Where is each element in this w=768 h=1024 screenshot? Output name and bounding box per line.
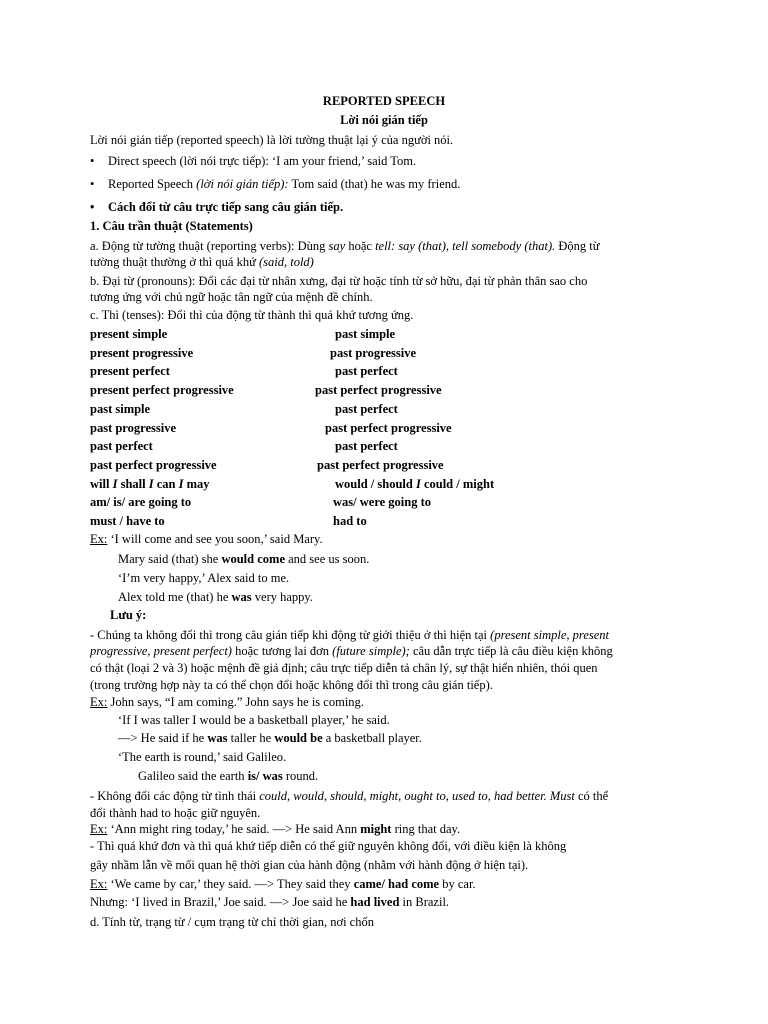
text: could / might bbox=[420, 477, 495, 491]
text-italic: progressive, present perfect) bbox=[90, 644, 232, 658]
tense-to: past progressive bbox=[330, 346, 416, 360]
tense-from: am/ is/ are going to bbox=[90, 495, 192, 509]
intro-paragraph: Lời nói gián tiếp (reported speech) là lời tường thuật lại ý của người nói. bbox=[90, 133, 454, 147]
text: very happy. bbox=[251, 590, 313, 604]
text-italic: I bbox=[415, 477, 421, 491]
text: ‘Ann might ring today,’ he said. —> He said Ann bbox=[107, 822, 361, 836]
item-a-line2 bbox=[90, 253, 314, 272]
tense-from: present perfect bbox=[90, 364, 170, 378]
tense-to: past simple bbox=[335, 327, 396, 341]
example-line bbox=[90, 893, 449, 912]
text-italic: I bbox=[178, 477, 184, 491]
text: hoặc bbox=[345, 239, 376, 253]
tense-from: must / have to bbox=[90, 514, 165, 528]
text-italic: (said, told) bbox=[258, 255, 314, 269]
text: shall bbox=[117, 477, 149, 491]
tense-from: present progressive bbox=[90, 346, 194, 360]
text: may bbox=[183, 477, 210, 491]
text: would / should bbox=[335, 477, 416, 491]
example-line bbox=[90, 693, 364, 712]
example-line bbox=[90, 875, 476, 894]
text: round. bbox=[282, 769, 319, 783]
example-line bbox=[118, 550, 369, 569]
text: câu dẫn trực tiếp là câu điều kiện không bbox=[409, 644, 613, 658]
text-bold: came/ had come bbox=[353, 877, 440, 891]
example-line bbox=[90, 820, 460, 839]
example-label: Ex: bbox=[90, 822, 108, 836]
bullet-text: Reported Speech bbox=[108, 177, 197, 191]
text: - Chúng ta không đổi thì trong câu gián tiếp khi động từ giới thiệu ở thì hiện tại bbox=[90, 628, 491, 642]
text-bold: might bbox=[360, 822, 392, 836]
example-line bbox=[118, 588, 313, 607]
text: a. Động từ tường thuật (reporting verbs): Dùng bbox=[90, 239, 329, 253]
text-bold: would come bbox=[221, 552, 285, 566]
item-b-line2: tương ứng với chủ ngữ hoặc tân ngữ của mệnh đề chính. bbox=[90, 290, 373, 304]
bullet-how-to-convert bbox=[90, 198, 343, 217]
text-italic: tell: say (that), tell somebody (that). bbox=[375, 239, 556, 253]
bullet-icon: • bbox=[90, 154, 95, 168]
text: - Không đổi các động từ tình thái bbox=[90, 789, 260, 803]
page-subtitle: Lời nói gián tiếp bbox=[340, 113, 428, 127]
text: Galileo said the earth bbox=[138, 769, 248, 783]
text: có thể bbox=[574, 789, 609, 803]
text-italic: (present simple, present bbox=[490, 628, 609, 642]
text-bold: was bbox=[231, 590, 252, 604]
example-line bbox=[138, 767, 318, 786]
tense-from bbox=[90, 475, 210, 494]
bullet-icon: • bbox=[90, 200, 95, 214]
text-italic: I bbox=[112, 477, 118, 491]
item-d: d. Tính từ, trạng từ / cụm trạng từ chỉ thời gian, nơi chốn bbox=[90, 915, 374, 929]
tense-from: present simple bbox=[90, 327, 168, 341]
text: ring that day. bbox=[391, 822, 461, 836]
example-line: ‘If I was taller I would be a basketball player,’ he said. bbox=[118, 713, 390, 727]
tense-to: was/ were going to bbox=[333, 495, 432, 509]
text: taller he bbox=[227, 731, 275, 745]
text-italic: could, would, should, might, ought to, used to, had better. Must bbox=[259, 789, 575, 803]
text: Động từ bbox=[555, 239, 600, 253]
tense-to: past perfect bbox=[335, 402, 398, 416]
bullet-text: Direct speech (lời nói trực tiếp): ‘I am your friend,’ said Tom. bbox=[108, 154, 417, 168]
text: a basketball player. bbox=[322, 731, 422, 745]
example-line: ‘I’m very happy,’ Alex said to me. bbox=[118, 571, 290, 585]
item-c: c. Thì (tenses): Đổi thì của động từ thành thì quá khứ tương ứng. bbox=[90, 308, 414, 322]
text-italic: say bbox=[328, 239, 346, 253]
text: will bbox=[90, 477, 113, 491]
text-bold: is/ was bbox=[247, 769, 283, 783]
text: tường thuật thường ở thì quá khứ bbox=[90, 255, 259, 269]
bullet-reported-speech bbox=[90, 175, 460, 194]
tense-from: past simple bbox=[90, 402, 151, 416]
note-line bbox=[90, 642, 613, 661]
text-bold: had lived bbox=[350, 895, 400, 909]
example-line: ‘The earth is round,’ said Galileo. bbox=[118, 750, 287, 764]
tense-to: past perfect bbox=[335, 364, 398, 378]
text: John says, “I am coming.” John says he is coming. bbox=[107, 695, 364, 709]
item-b-line1: b. Đại từ (pronouns): Đổi các đại từ nhân xưng, đại từ hoặc tính từ sở hữu, đại từ phản thân sao cho bbox=[90, 274, 588, 288]
example-line bbox=[90, 530, 323, 549]
note-line: - Thì quá khứ đơn và thì quá khứ tiếp diễn có thể giữ nguyên không đổi, với điều kiện là không bbox=[90, 839, 567, 853]
text: hoặc tương lai đơn bbox=[231, 644, 333, 658]
text: —> He said if he bbox=[118, 731, 208, 745]
tense-to: had to bbox=[333, 514, 367, 528]
note-label: Lưu ý: bbox=[110, 608, 147, 622]
text-italic: (future simple); bbox=[332, 644, 410, 658]
text: in Brazil. bbox=[399, 895, 450, 909]
tense-to: past perfect progressive bbox=[325, 421, 452, 435]
text-italic: I bbox=[148, 477, 154, 491]
bullet-text: Tom said (that) he was my friend. bbox=[288, 177, 461, 191]
tense-from: past perfect progressive bbox=[90, 458, 217, 472]
text: and see us soon. bbox=[285, 552, 370, 566]
tense-from: present perfect progressive bbox=[90, 383, 234, 397]
note-line: đổi thành had to hoặc giữ nguyên. bbox=[90, 806, 261, 820]
text: Alex told me (that) he bbox=[118, 590, 232, 604]
tense-to bbox=[335, 475, 494, 494]
text: ‘We came by car,’ they said. —> They said they bbox=[107, 877, 354, 891]
tense-from: past perfect bbox=[90, 439, 153, 453]
text: by car. bbox=[439, 877, 476, 891]
tense-to: past perfect progressive bbox=[317, 458, 444, 472]
bullet-icon: • bbox=[90, 177, 95, 191]
note-line: có thật (loại 2 và 3) hoặc mệnh đề giả định; câu trực tiếp diễn tả chân lý, sự thật hiển nhiên, thói quen bbox=[90, 661, 598, 675]
bullet-text-italic: (lời nói gián tiếp): bbox=[196, 177, 289, 191]
page-title: REPORTED SPEECH bbox=[322, 94, 446, 108]
example-label: Ex: bbox=[90, 877, 108, 891]
tense-to: past perfect bbox=[335, 439, 398, 453]
text-bold: would be bbox=[274, 731, 323, 745]
tense-from: past progressive bbox=[90, 421, 176, 435]
example-label: Ex: bbox=[90, 695, 108, 709]
example-line bbox=[118, 729, 422, 748]
note-line bbox=[90, 787, 608, 806]
tense-to: past perfect progressive bbox=[315, 383, 442, 397]
text: ‘I will come and see you soon,’ said Mary. bbox=[107, 532, 323, 546]
bullet-text: Cách đổi từ câu trực tiếp sang câu gián tiếp. bbox=[108, 200, 344, 214]
text: Nhưng: ‘I lived in Brazil,’ Joe said. —> Joe said he bbox=[90, 895, 351, 909]
note-line: (trong trường hợp này ta có thể chọn đổi hoặc không đổi thì trong câu gián tiếp). bbox=[90, 678, 493, 692]
bullet-direct-speech bbox=[90, 152, 416, 171]
note-line: gây nhầm lẫn về mối quan hệ thời gian của hành động (nhằm với hành động ở hiện tại). bbox=[90, 858, 529, 872]
text-bold: was bbox=[207, 731, 228, 745]
section-heading-statements: 1. Câu trần thuật (Statements) bbox=[90, 219, 253, 233]
text: can bbox=[153, 477, 179, 491]
text: Mary said (that) she bbox=[118, 552, 222, 566]
example-label: Ex: bbox=[90, 532, 108, 546]
